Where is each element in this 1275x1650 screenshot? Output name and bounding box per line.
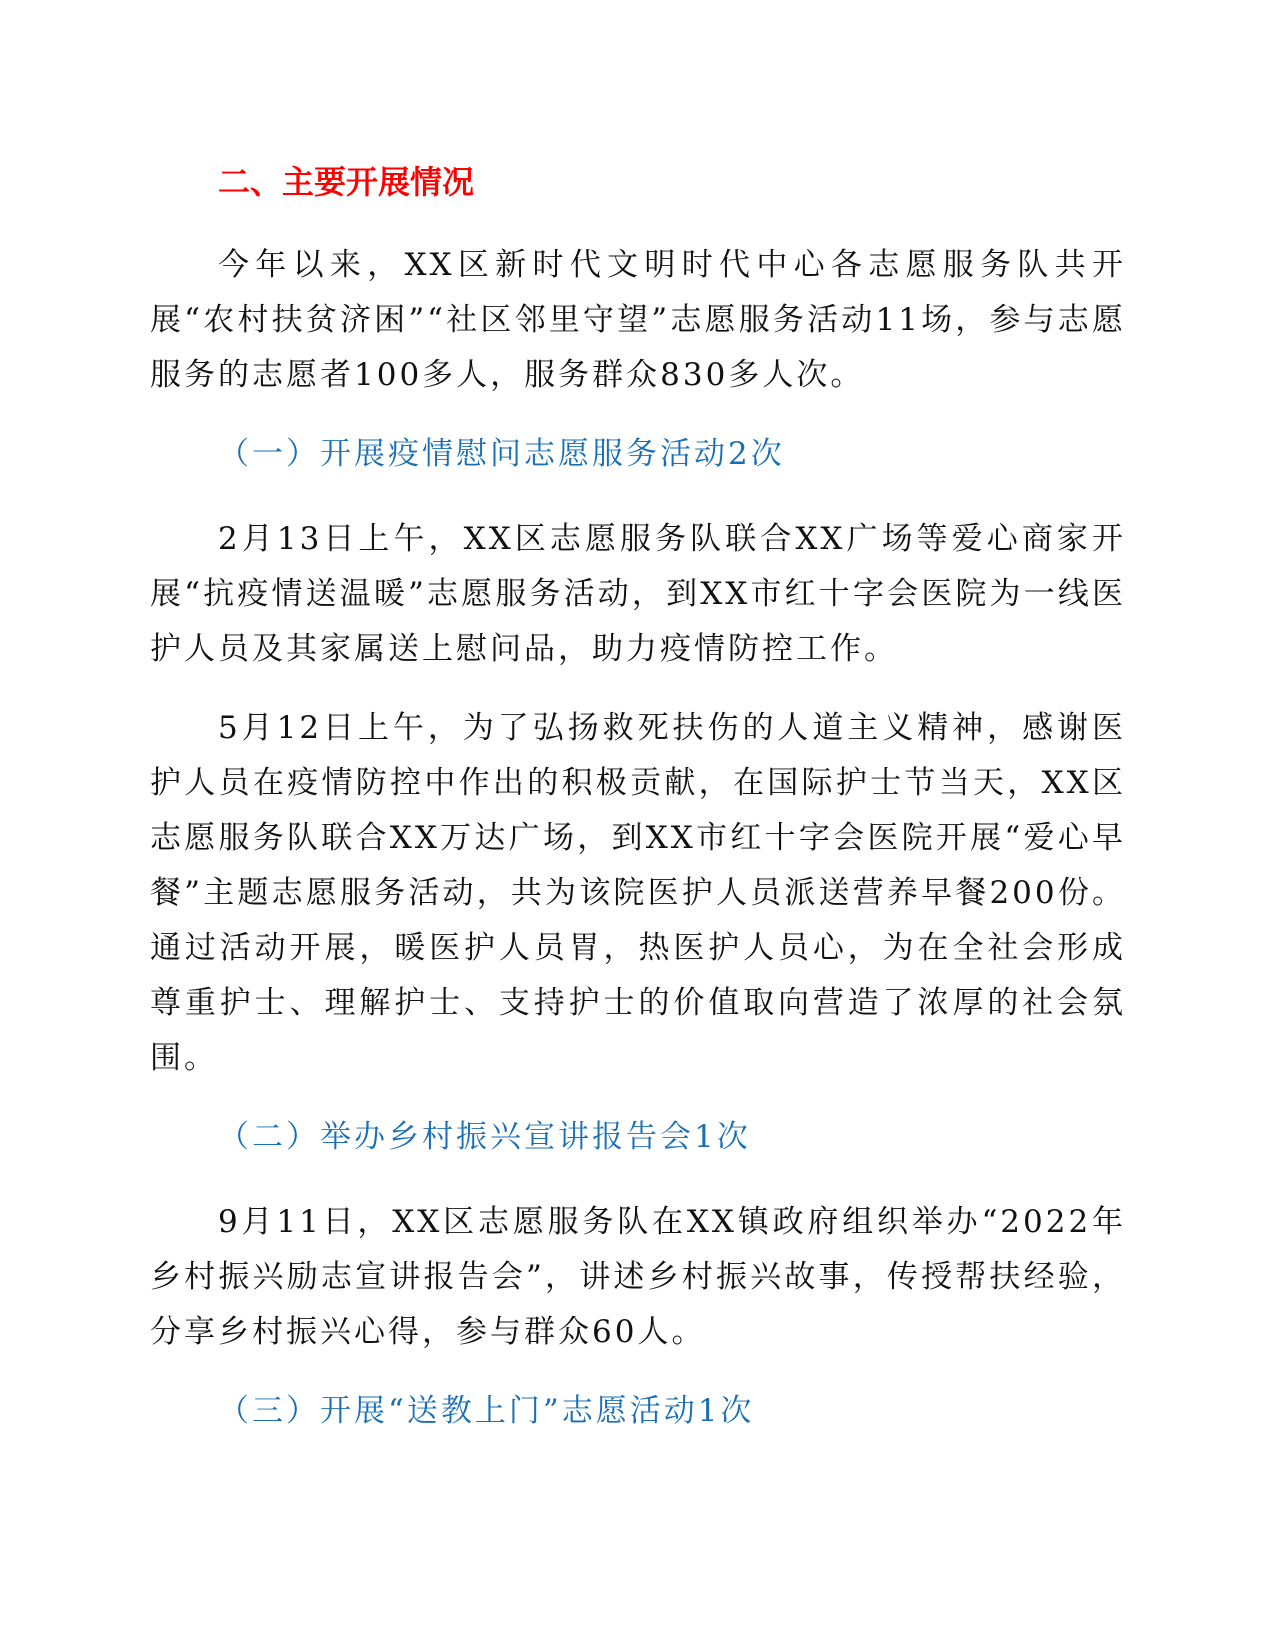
document-body — [150, 158, 1126, 1469]
intro-paragraph: 今年以来，XX区新时代文明时代中心各志愿服务队共开展“农村扶贫济困”“社区邻里守望”志愿服务活动11场，参与志愿服务的志愿者100多人，服务群众830多人次。 — [150, 247, 1126, 393]
paragraph-feb-13: 2月13日上午，XX区志愿服务队联合XX广场等爱心商家开展“抗疫情送温暖”志愿服务活动，到XX市红十字会医院为一线医护人员及其家属送上慰问品，助力疫情防控工作。 — [150, 521, 1126, 667]
paragraph-may-12: 5月12日上午，为了弘扬救死扶伤的人道主义精神，感谢医护人员在疫情防控中作出的积极贡献，在国际护士节当天，XX区志愿服务队联合XX万达广场，到XX市红十字会医院开展“爱心早餐”主题志愿服务活动，共为该院医护人员派送营养早餐200份。通过活动开展，暖医护人员胃，热医护人员心，为在全社会形成尊重护士、理解护士、支持护士的价值取向营造了浓厚的社会氛围。 — [150, 710, 1126, 1076]
subsection-title-3: （三）开展“送教上门”志愿活动1次 — [218, 1393, 755, 1429]
subsection-title-1: （一）开展疫情慰问志愿服务活动2次 — [218, 436, 785, 472]
section-heading: 二、主要开展情况 — [218, 163, 475, 201]
subsection-title-2: （二）举办乡村振兴宣讲报告会1次 — [218, 1119, 751, 1155]
paragraph-sep-11: 9月11日，XX区志愿服务队在XX镇政府组织举办“2022年乡村振兴励志宣讲报告会”，讲述乡村振兴故事，传授帮扶经验，分享乡村振兴心得，参与群众60人。 — [150, 1204, 1126, 1350]
